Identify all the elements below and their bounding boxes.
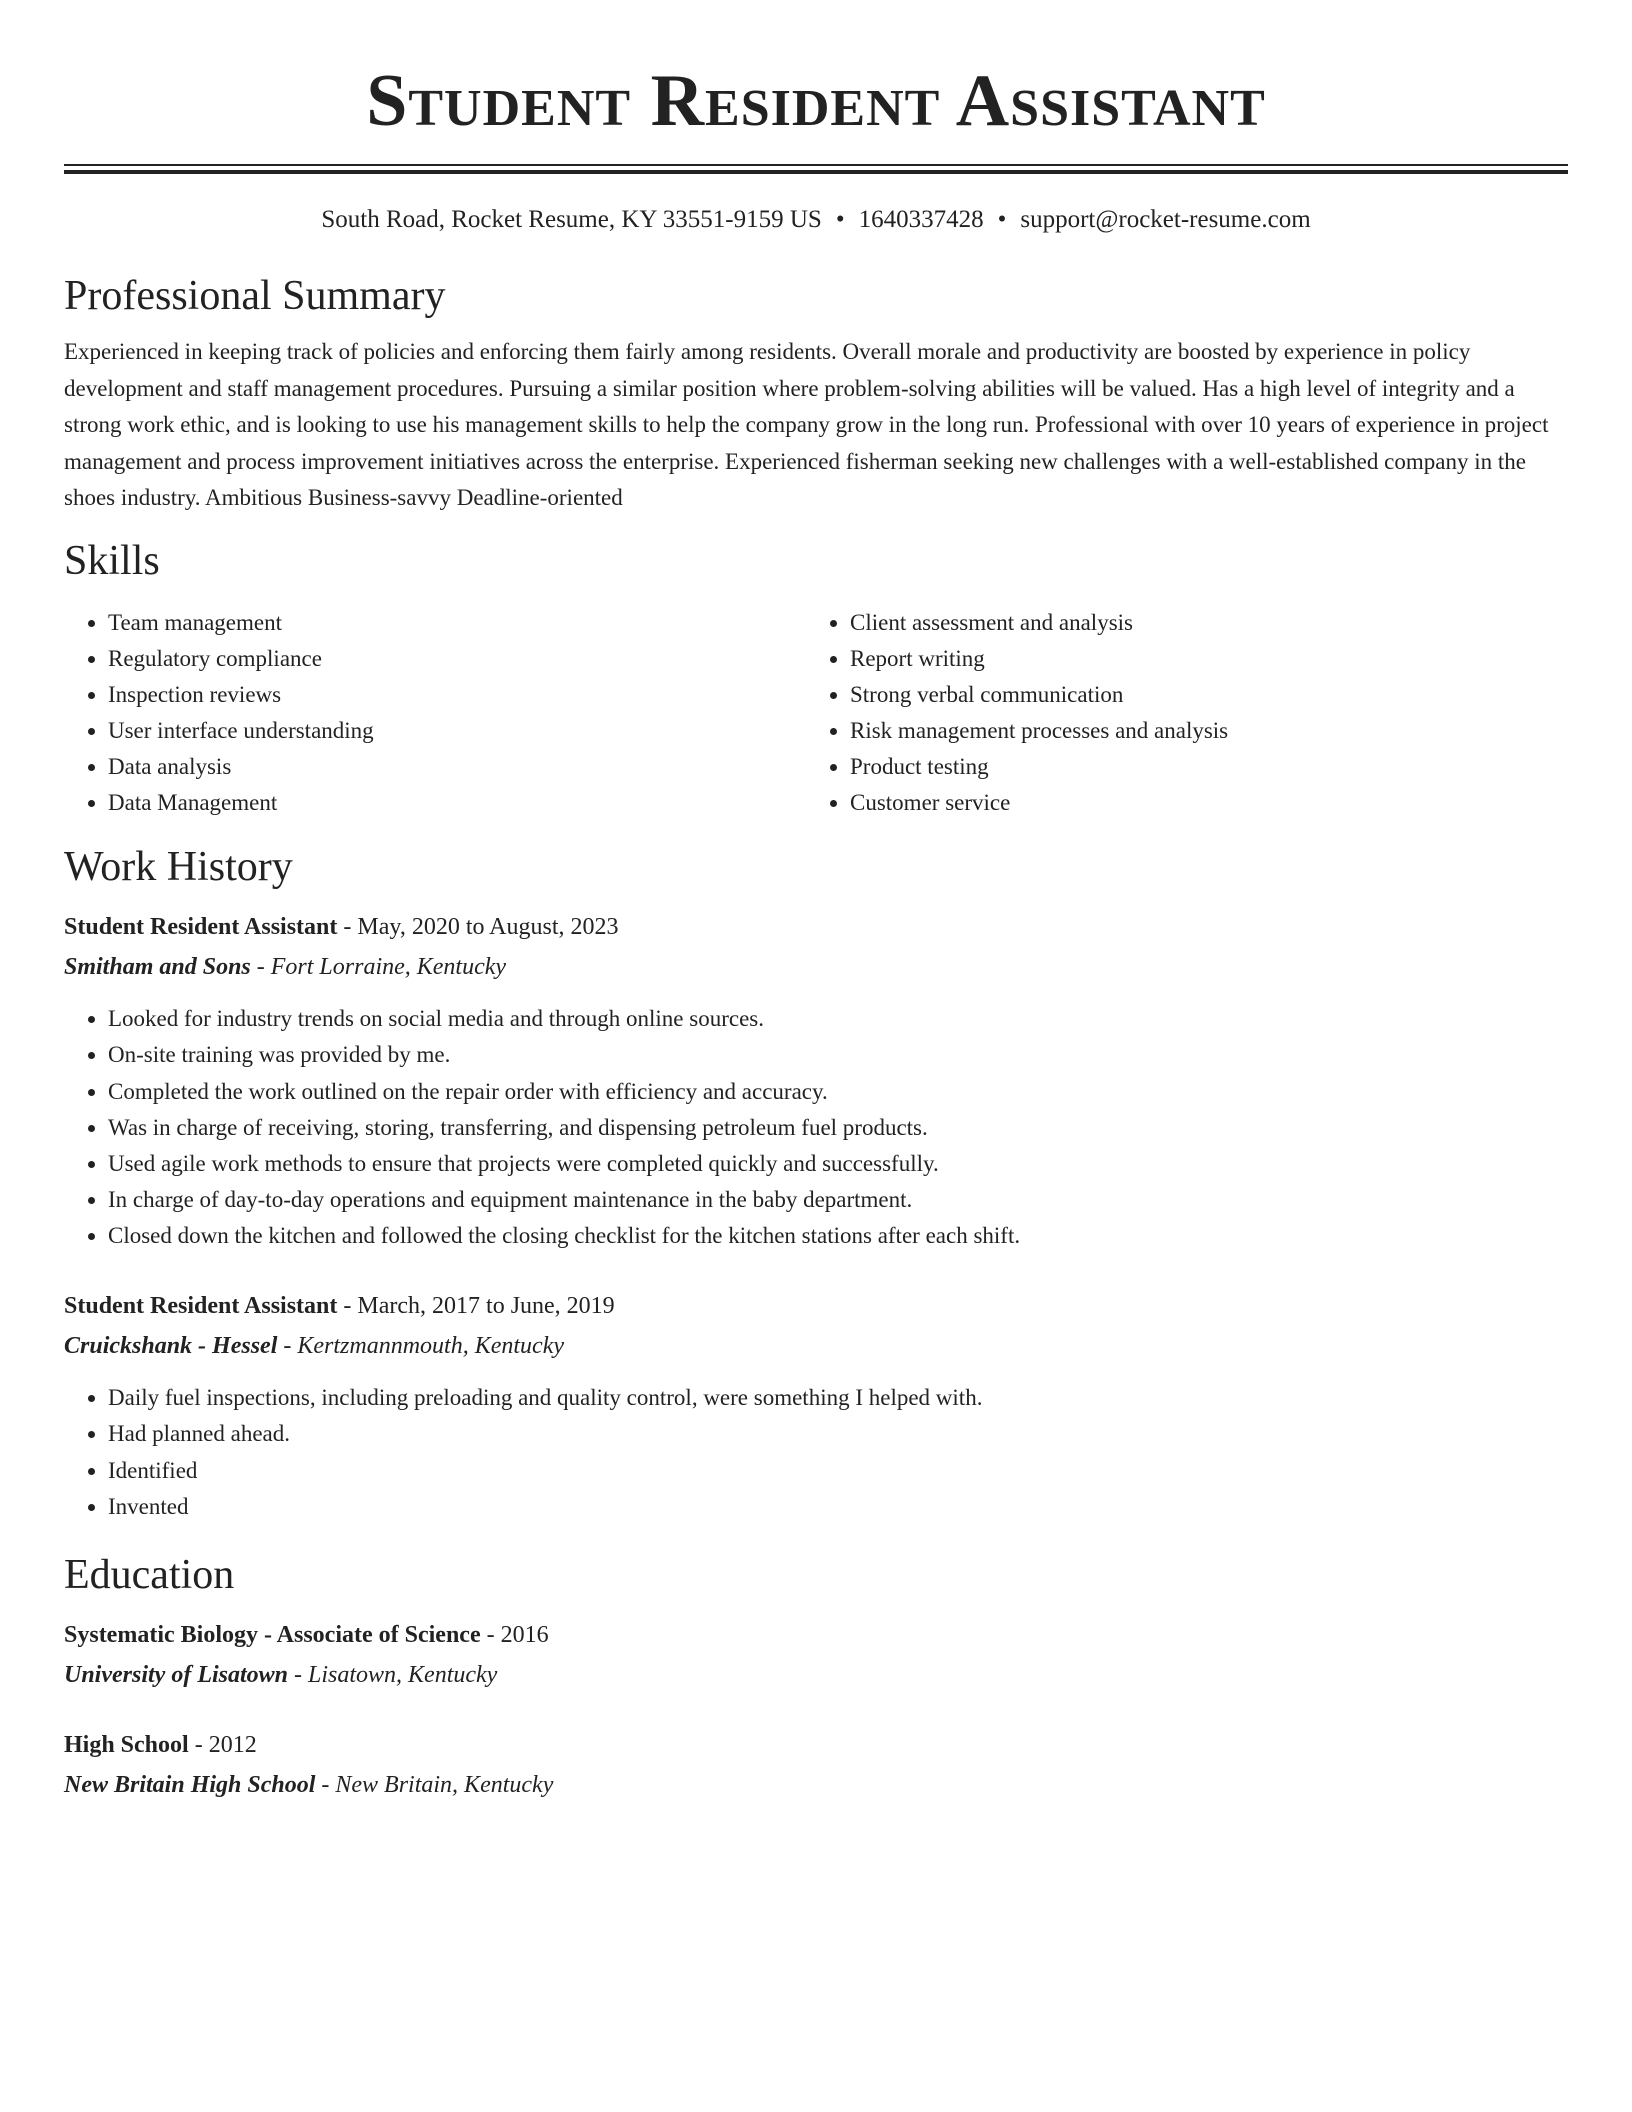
skill-item: • Customer service — [850, 785, 1548, 821]
job-dates: - May, 2020 to August, 2023 — [337, 913, 619, 940]
job-company: Cruickshank - Hessel — [64, 1332, 278, 1359]
contact-separator: • — [997, 206, 1007, 233]
job-duty: • Had planned ahead. — [108, 1416, 1568, 1452]
education-entry — [64, 1725, 1568, 1805]
job-duty: • In charge of day-to-day operations and equipment maintenance in the baby department. — [108, 1182, 1568, 1218]
skills-column-left — [64, 605, 806, 821]
skill-item: • Risk management processes and analysis — [850, 713, 1548, 749]
degree-line — [64, 1725, 1568, 1765]
school-location: - Lisatown, Kentucky — [288, 1661, 498, 1688]
school-name: New Britain High School — [64, 1771, 316, 1798]
job-dates: - March, 2017 to June, 2019 — [337, 1292, 615, 1319]
job-company-line — [64, 1326, 1568, 1366]
job-duty: • Invented — [108, 1489, 1568, 1525]
degree-line — [64, 1615, 1568, 1655]
skill-item: • Data Management — [108, 785, 806, 821]
skill-item: • Strong verbal communication — [850, 677, 1548, 713]
education-entry — [64, 1615, 1568, 1695]
skill-item: • Product testing — [850, 749, 1548, 785]
resume-title: Student Resident Assistant — [366, 60, 1266, 142]
education-heading: Education — [64, 1551, 235, 1598]
school-location: - New Britain, Kentucky — [315, 1771, 554, 1798]
job-title: Student Resident Assistant — [64, 913, 338, 940]
school-line — [64, 1765, 1568, 1805]
job-company-line — [64, 947, 1568, 987]
contact-address: South Road, Rocket Resume, KY 33551-9159 US — [321, 206, 822, 233]
contact-separator: • — [835, 206, 845, 233]
degree: High School — [64, 1731, 189, 1758]
contact-email: support@rocket-resume.com — [1020, 206, 1311, 233]
job-title-line — [64, 1286, 1568, 1326]
degree: Systematic Biology - Associate of Science — [64, 1621, 481, 1648]
job-duty: • Used agile work methods to ensure that projects were completed quickly and successfully. — [108, 1146, 1568, 1182]
job-duty: • Completed the work outlined on the repair order with efficiency and accuracy. — [108, 1074, 1568, 1110]
job-duty: • Daily fuel inspections, including preloading and quality control, were something I helped with. — [108, 1380, 1568, 1416]
graduation-year: - 2012 — [188, 1731, 257, 1758]
job-duties — [64, 1001, 1568, 1254]
job-location: - Kertzmannmouth, Kentucky — [277, 1332, 564, 1359]
job-duty: • On-site training was provided by me. — [108, 1037, 1568, 1073]
job-entry — [64, 907, 1568, 1254]
graduation-year: - 2016 — [480, 1621, 549, 1648]
skills-list — [64, 605, 1568, 821]
skill-item: • Regulatory compliance — [108, 641, 806, 677]
title-divider — [64, 164, 1568, 174]
job-duty: • Looked for industry trends on social media and through online sources. — [108, 1001, 1568, 1037]
skill-item: • Inspection reviews — [108, 677, 806, 713]
skill-item: • Data analysis — [108, 749, 806, 785]
job-entry — [64, 1286, 1568, 1525]
job-duties — [64, 1380, 1568, 1525]
job-duty: • Closed down the kitchen and followed the closing checklist for the kitchen stations after each shift. — [108, 1218, 1568, 1254]
skill-item: • Team management — [108, 605, 806, 641]
skills-column-right — [806, 605, 1548, 821]
contact-line — [64, 204, 1568, 236]
job-duty: • Identified — [108, 1453, 1568, 1489]
skill-item: • Report writing — [850, 641, 1548, 677]
summary-text: Experienced in keeping track of policies and enforcing them fairly among residents. Overall morale and productivity are boosted by experience in policy development and staff management procedures. Pursuing a similar position where problem-solving abilities will be valued. Has a high level of integrity and a strong work ethic, and is looking to use his management skills to help the company grow in the long run. Professional with over 10 years of experience in project management and process improvement initiatives across the enterprise. Experienced fisherman seeking new challenges with a well-established company in the shoes industry. Ambitious Business-savvy Deadline-oriented — [64, 339, 1549, 510]
job-duty: • Was in charge of receiving, storing, transferring, and dispensing petroleum fuel products. — [108, 1110, 1568, 1146]
resume-page — [64, 0, 1568, 1805]
school-line — [64, 1655, 1568, 1695]
skill-item: • User interface understanding — [108, 713, 806, 749]
job-title-line — [64, 907, 1568, 947]
skills-heading: Skills — [64, 537, 160, 584]
skill-item: • Client assessment and analysis — [850, 605, 1548, 641]
job-title: Student Resident Assistant — [64, 1292, 338, 1319]
job-company: Smitham and Sons — [64, 953, 251, 980]
summary-heading: Professional Summary — [64, 273, 446, 319]
contact-phone: 1640337428 — [858, 206, 984, 233]
school-name: University of Lisatown — [64, 1661, 289, 1688]
job-location: - Fort Lorraine, Kentucky — [250, 953, 507, 980]
work-history-heading: Work History — [64, 843, 293, 890]
